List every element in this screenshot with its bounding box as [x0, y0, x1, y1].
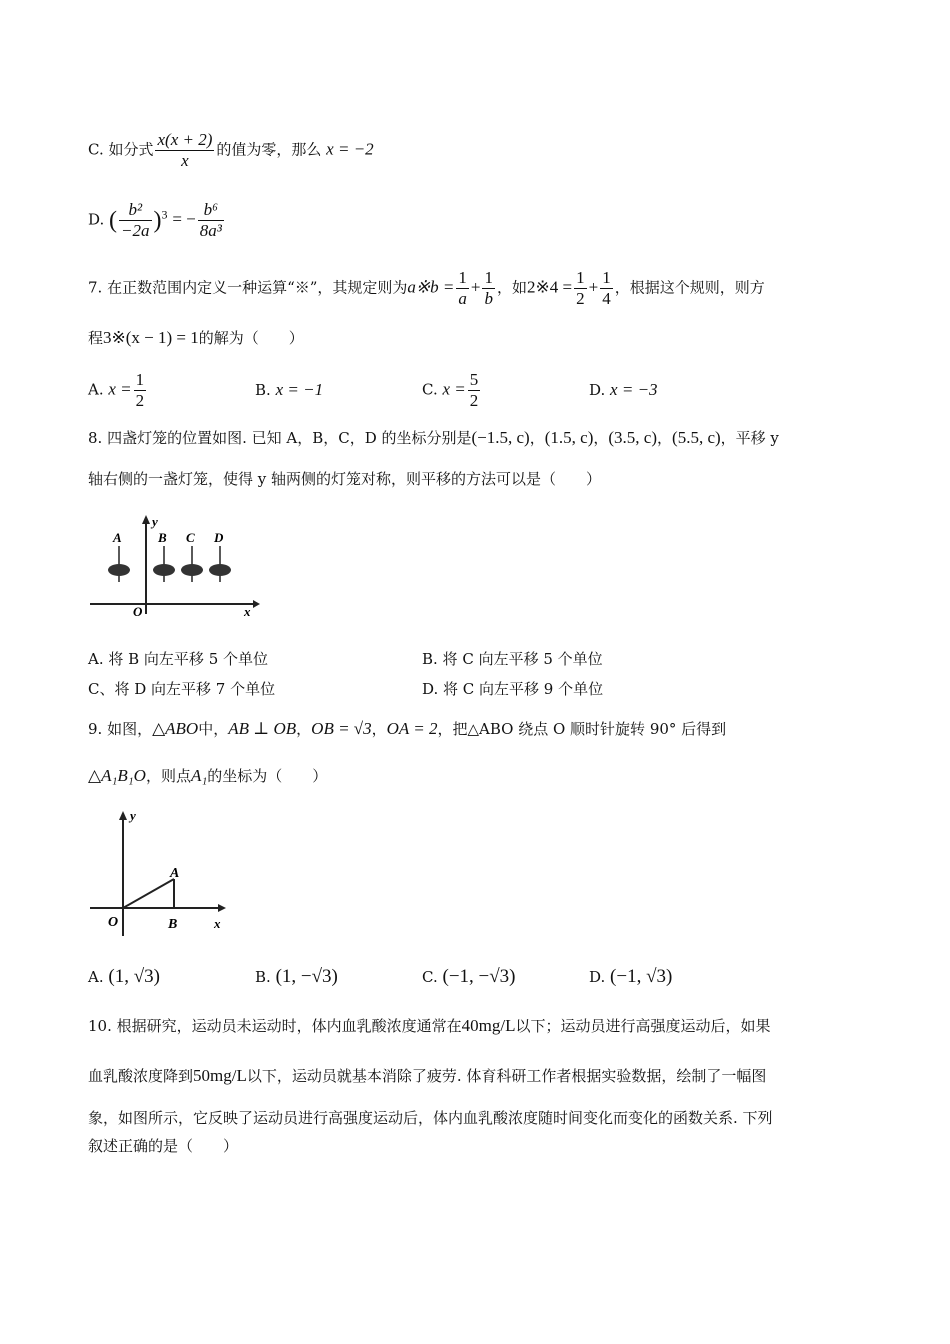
q6-option-d [88, 200, 226, 256]
q8-line2-text: 轴右侧的一盏灯笼，使得 y 轴两侧的灯笼对称，则平移的方法可以是（ ） [88, 470, 602, 488]
q9-rotated-triangle: △A₁B₁O [88, 766, 146, 785]
q9-b-label: B [168, 917, 178, 932]
q9-d-label: D. [589, 968, 606, 986]
q6-d-paren-open: ( [109, 207, 118, 234]
q8-option-b[interactable]: B. 将 C 向左平移 5 个单位 [422, 650, 603, 668]
q6-c-den: x [181, 151, 189, 170]
q6-c-prefix: C. 如分式 [88, 140, 154, 159]
q7-c-lhs: x = [442, 379, 466, 399]
q8-coord-c: (3.5, c) [608, 428, 658, 447]
q8-x-arrow-icon [253, 600, 260, 608]
q7-example-frac2 [600, 268, 613, 309]
q9-x-arrow-icon [218, 904, 226, 912]
q9-line2-mid: ，则点 [145, 767, 191, 785]
q7-e2-num: 1 [602, 268, 611, 287]
q8-lantern-d [209, 530, 231, 582]
q6-d-rhs-num: b⁶ [198, 200, 224, 221]
q8-lantern-a-label: A [113, 530, 122, 545]
q7-c-den: 2 [469, 391, 479, 410]
q7-line2 [88, 328, 304, 348]
q7-f2-den: b [484, 289, 493, 308]
q10-lead: 10. 根据研究，运动员未运动时，体内血乳酸浓度通常在 [88, 1017, 462, 1035]
q8-lantern-a [108, 530, 130, 582]
q7-b-text: x = −1 [275, 380, 324, 399]
q10-line1 [88, 1016, 771, 1036]
q9-b-opt-label: B. [255, 968, 271, 986]
lantern-icon [181, 564, 203, 576]
q8-lantern-d-label: D [214, 530, 224, 545]
q10-value-40: 40mg/L [461, 1016, 516, 1035]
q7-stem: 7. 在正数范围内定义一种运算“※”，其规定则为 [88, 278, 408, 297]
q8-lantern-b [153, 530, 175, 582]
q7-example-lhs: 2※4 = [527, 277, 573, 297]
q9-lead: 9. 如图， [88, 720, 153, 738]
q8-x-label: x [244, 604, 251, 618]
q6-d-equals: = − [172, 209, 196, 229]
q7-e2-den: 4 [602, 289, 611, 308]
lantern-icon [108, 564, 130, 576]
q8-coord-a: (−1.5, c) [471, 428, 530, 447]
q9-c-label: C. [422, 968, 438, 986]
q9-a-value: (1, √3) [108, 966, 160, 987]
q7-a-frac [134, 370, 147, 411]
q8-stem-tail: ，平移 y [720, 429, 779, 447]
q7-d-text: x = −3 [610, 380, 658, 399]
q7-a-lhs: x = [108, 379, 132, 399]
q9-stem-tail: ，把△ABO 绕点 O 顺时针旋转 90° 后得到 [437, 720, 727, 738]
q9-perp: AB ⊥ OB [228, 719, 297, 738]
q8-lantern-b-label: B [158, 530, 167, 545]
q10-line2-tail: 以下，运动员就基本消除了疲劳. 体育科研工作者根据实验数据，绘制了一幅图 [246, 1067, 767, 1085]
q6-c-suffix: 的值为零，那么 [216, 140, 322, 159]
q6-d-rhs-fraction [198, 200, 224, 241]
q9-ob: OB = √3 [311, 719, 372, 738]
q6-d-paren-close: ) [153, 207, 162, 234]
q9-origin-label: O [108, 915, 119, 930]
q7-c-label: C. [422, 380, 438, 399]
q7-example-lead: ，如 [496, 278, 527, 297]
q7-example-frac1 [574, 268, 587, 309]
q7-f1-den: a [458, 289, 467, 308]
q7-c-num: 5 [469, 370, 479, 389]
q8-option-d[interactable]: D. 将 C 向左平移 9 个单位 [422, 680, 604, 698]
q9-y-arrow-icon [119, 811, 127, 820]
q8-option-c[interactable]: C、将 D 向左平移 7 个单位 [88, 680, 276, 698]
q7-option-d[interactable] [589, 380, 658, 400]
q7-e1-num: 1 [576, 268, 585, 287]
q10-line2-lead: 血乳酸浓度降到 [88, 1067, 194, 1085]
lantern-icon [153, 564, 175, 576]
q7-stem-tail: ，根据这个规则，则方 [614, 278, 765, 297]
q7-a-label: A. [88, 380, 104, 399]
q7-line2-tail: 的解为（ ） [198, 329, 304, 347]
q9-option-b[interactable] [255, 966, 338, 988]
q8-lantern-figure [88, 512, 268, 618]
q10-line4: 叙述正确的是（ ） [88, 1137, 239, 1155]
q8-y-label: y [152, 514, 158, 529]
q8-coord-d: (5.5, c) [672, 428, 721, 447]
q7-f2-num: 1 [484, 268, 493, 287]
q8-origin-label: O [133, 604, 143, 618]
q9-line2 [88, 766, 327, 786]
q7-f1-num: 1 [458, 268, 467, 287]
q10-line3: 象，如图所示，它反映了运动员进行高强度运动后，体内血乳酸浓度随时间变化而变化的函数关系. 下列 [88, 1109, 773, 1127]
q7-option-b[interactable] [255, 380, 323, 400]
lantern-icon [209, 564, 231, 576]
q9-line1: 9. 如图，△ABO中，AB ⊥ OB，OB = √3，OA = 2，把△ABO 绕点 O 顺时针旋转 90° 后得到 [88, 719, 727, 738]
q7-equation: 3※(x − 1) = 1 [103, 328, 199, 347]
q7-option-a[interactable] [88, 370, 148, 411]
q7-rule-lhs: a※b = [407, 277, 455, 297]
q8-coord-b: (1.5, c) [544, 428, 594, 447]
q9-line2-tail: 的坐标为（ ） [207, 767, 328, 785]
q7-a-den: 2 [135, 391, 145, 410]
q7-plus-2: + [588, 277, 599, 297]
q8-lantern-c-label: C [186, 530, 195, 545]
q6-d-inner-den: −2a [121, 221, 150, 240]
q7-plus: + [470, 277, 481, 297]
q8-option-a[interactable]: A. 将 B 向左平移 5 个单位 [88, 650, 269, 668]
q9-d-value: (−1, √3) [610, 966, 673, 987]
q7-a-num: 1 [135, 370, 145, 389]
q10-value-50: 50mg/L [193, 1066, 247, 1085]
q8-y-arrow-icon [142, 515, 150, 524]
q10-line1-tail: 以下；运动员进行高强度运动后，如果 [515, 1017, 771, 1035]
q6-c-num: x(x + 2) [157, 130, 213, 149]
q6-d-rhs-den: 8a³ [199, 221, 222, 240]
q8-line2 [88, 469, 601, 489]
q7-e1-den: 2 [576, 289, 585, 308]
q9-a-label: A [170, 866, 180, 881]
q9-y-label: y [130, 808, 136, 823]
q9-option-c[interactable] [422, 966, 516, 988]
q9-triangle: △ABO [152, 719, 199, 738]
q7-d-label: D. [589, 381, 606, 399]
q9-point: A₁ [190, 766, 208, 785]
q9-side-oa [123, 879, 174, 908]
q6-d-inner-num: b² [119, 200, 151, 221]
q7-line2-lead: 程 [88, 329, 104, 347]
q6-d-prefix: D. [88, 210, 105, 229]
q9-option-a[interactable] [88, 966, 160, 988]
q8-line1: 8. 四盏灯笼的位置如图. 已知 A，B，C，D 的坐标分别是(−1.5, c)，(1.5, c)，(3.5, c)，(5.5, c)，平移 y [88, 428, 779, 447]
q6-option-c [88, 130, 374, 176]
q7-b-label: B. [255, 381, 271, 399]
q10-line2 [88, 1066, 766, 1086]
q6-d-power: 3 [161, 207, 168, 222]
q8-stem: 8. 四盏灯笼的位置如图. 已知 A，B，C，D 的坐标分别是 [88, 429, 472, 447]
q9-b-value: (1, −√3) [275, 966, 338, 987]
q7-rule-frac1 [456, 268, 469, 309]
q9-c-value: (−1, −√3) [442, 966, 516, 987]
q9-text-in: 中， [198, 720, 229, 738]
q7-c-frac [468, 370, 481, 411]
q6-d-inner-fraction [119, 200, 151, 241]
q7-option-c[interactable] [422, 370, 482, 411]
q8-lantern-c [181, 530, 203, 582]
q6-c-result: x = −2 [326, 139, 374, 159]
q9-a-label: A. [88, 968, 104, 986]
q9-option-d[interactable] [589, 966, 672, 988]
q7-line1 [88, 268, 765, 318]
q6-c-fraction [155, 130, 214, 171]
q9-oa: OA = 2 [386, 719, 438, 738]
q7-rule-frac2 [482, 268, 495, 309]
q9-x-label: x [214, 916, 221, 931]
q9-triangle-figure [88, 808, 238, 938]
